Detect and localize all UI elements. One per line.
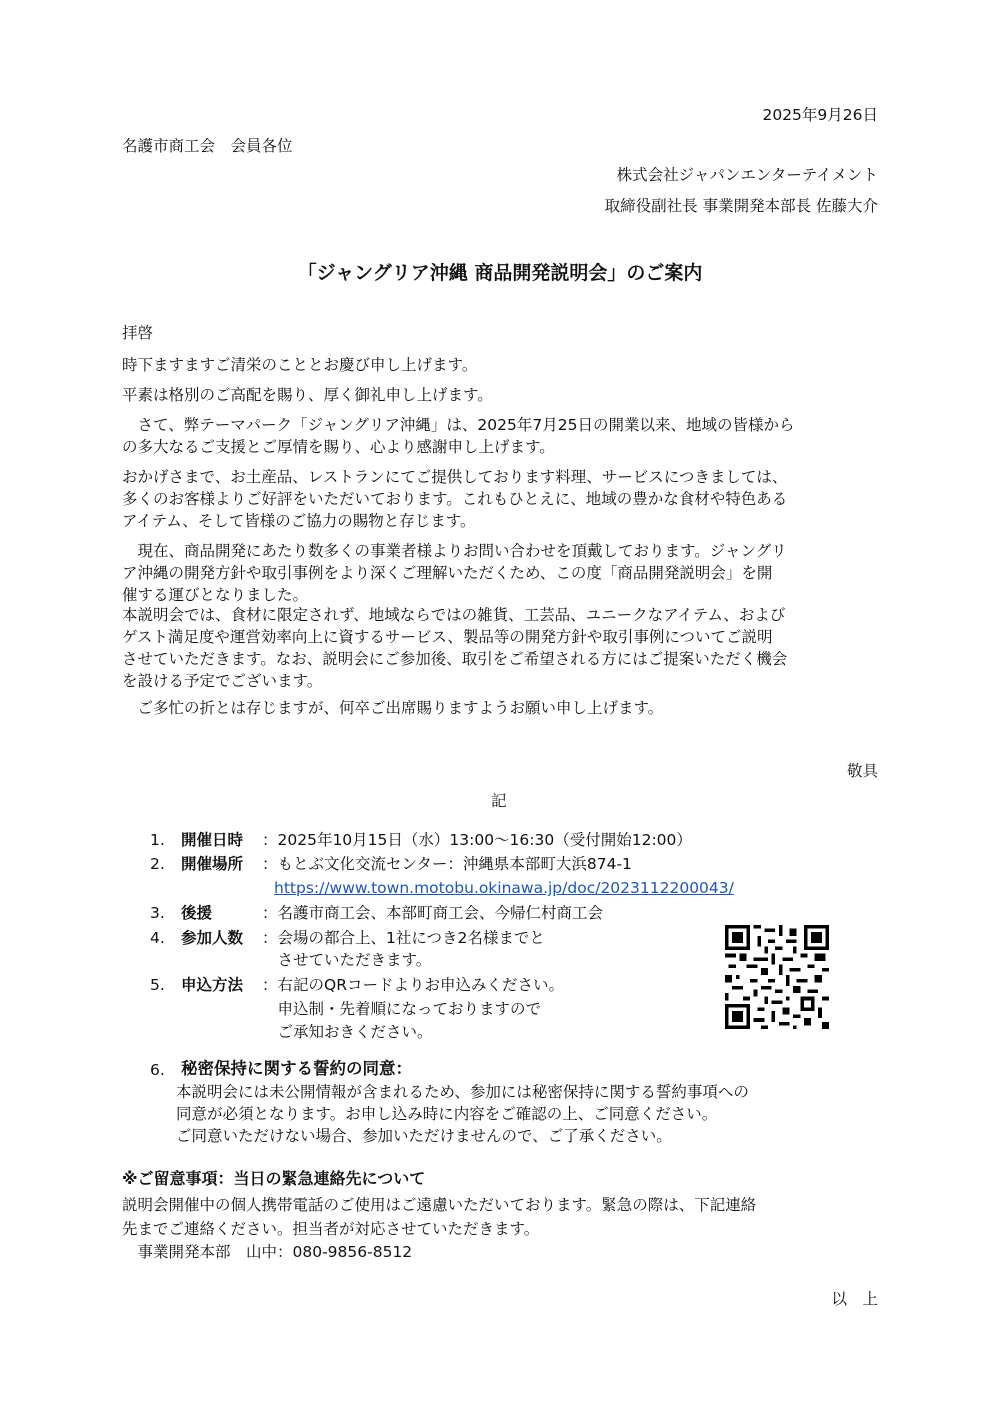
paragraph-1: 時下ますますご清栄のこととお慶び申し上げます。 (122, 356, 478, 374)
document-date: 2025年9月26日 (762, 106, 878, 124)
sender-person: 取締役副社長 事業開発本部長 佐藤大介 (604, 197, 878, 215)
paragraph-7: ご多忙の折とは存じますが、何卒ご出席賜りますようお願い申し上げます。 (122, 699, 664, 717)
note-body: 説明会開催中の個人携帯電話のご使用はご遠慮いただいております。緊急の際は、下記連絡 先までご連絡ください。担当者が対応させていただきます。 (122, 1196, 757, 1238)
paragraph-5: 現在、商品開発にあたり数多くの事業者様よりお問い合わせを頂戴しております。ジャングリ ア沖縄の開発方針や取引事例をより深くご理解いただくため、この度「商品開発説明会」を開 催する運びとなりました。 (122, 542, 787, 604)
paragraph-6: 本説明会では、食材に限定されず、地域ならではの雑貨、工芸品、ユニークなアイテム、および ゲスト満足度や運営効率向上に資するサービス、製品等の開発方針や取引事例についてご説明 させていただきます。なお、説明会にご参加後、取引をご希望される方にはご提案いただく機会 を設ける予定でございます。 (122, 606, 788, 690)
greeting: 拝啓 (122, 324, 154, 342)
document-title: 「ジャングリア沖縄 商品開発説明会」のご案内 (297, 262, 703, 284)
ki-heading: 記 (491, 792, 507, 810)
paragraph-2: 平素は格別のご高配を賜り、厚く御礼申し上げます。 (122, 386, 493, 404)
closing-keigu: 敬具 (846, 762, 878, 780)
venue-url-link[interactable]: https://www.town.motobu.okinawa.jp/doc/2023112200043/ (274, 879, 734, 897)
sender-company: 株式会社ジャパンエンターテイメント (616, 166, 878, 184)
closing-ijou: 以 上 (831, 1290, 878, 1308)
paragraph-4: おかげさまで、お土産品、レストランにてご提供しております料理、サービスにつきましては、 多くのお客様よりご好評をいただいております。これもひとえに、地域の豊かな食材や特色ある アイテム、そして皆様のご協力の賜物と存じます。 (122, 468, 788, 530)
paragraph-3: さて、弊テーマパーク「ジャングリア沖縄」は、2025年7月25日の開業以来、地域の皆様から の多大なるご支援とご厚情を賜り、心より感謝申し上げます。 (122, 416, 795, 456)
recipient: 名護市商工会 会員各位 (122, 137, 293, 155)
qr-code-icon[interactable] (725, 925, 829, 1029)
note-heading: ※ご留意事項：当日の緊急連絡先について (122, 1169, 426, 1188)
emergency-contact: 事業開発本部 山中：080-9856-8512 (122, 1243, 413, 1261)
